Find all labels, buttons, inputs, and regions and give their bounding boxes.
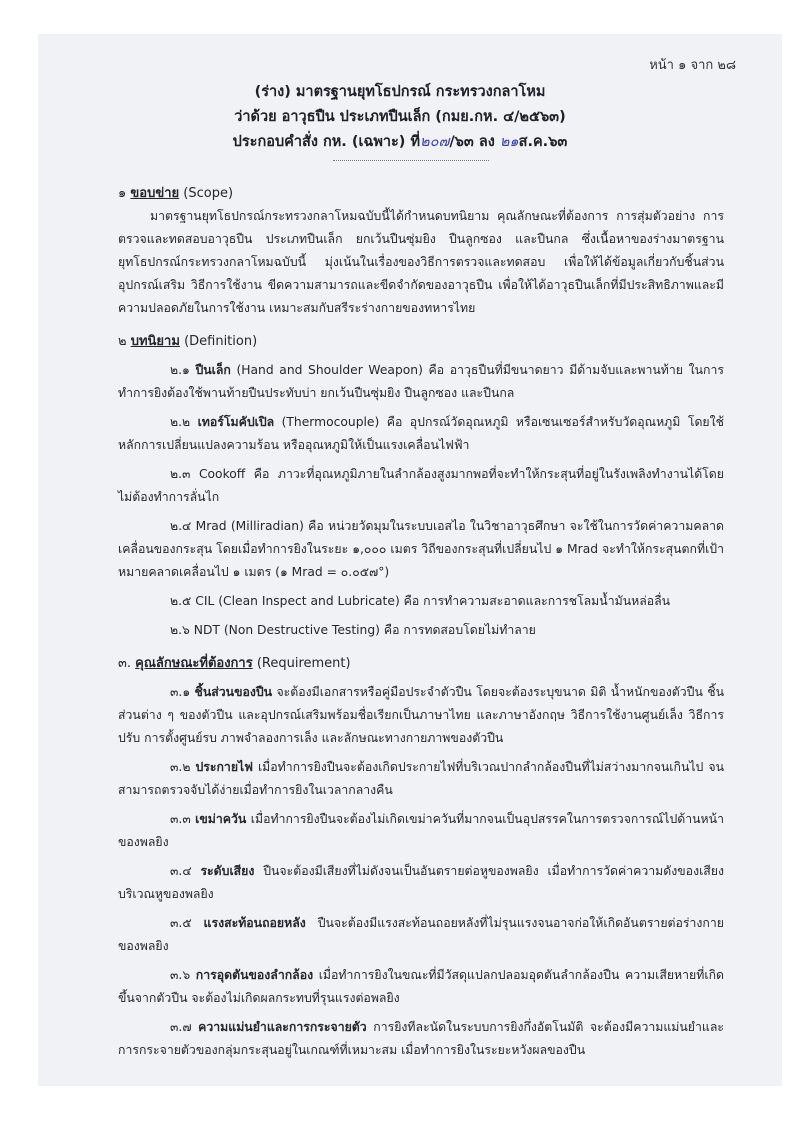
item-text: Cookoff คือ ภาวะที่อุณหภูมิภายในลำกล้องสูงมากพอที่จะทำให้กระสุนที่อยู่ในรังเพลิงทำงานได้โดยไม่ต้องทำการลั่นไก <box>118 467 724 504</box>
handwritten-order-number: ๒๐๗ <box>420 134 450 150</box>
definition-item <box>118 515 724 584</box>
order-prefix: ประกอบคำสั่ง กห. (เฉพาะ) ที่ <box>232 134 421 150</box>
item-term: แรงสะท้อนถอยหลัง <box>203 916 306 930</box>
item-number: ๓.๗ <box>170 1020 192 1034</box>
item-text: (Thermocouple) คือ อุปกรณ์วัดอุณหภูมิ หรือเซนเซอร์สำหรับวัดอุณหภูมิ โดยใช้หลักการเปลี่ยนแปลงความร้อน หรืออุณหภูมิให้เป็นแรงเคลื่อนไฟฟ้า <box>118 415 724 452</box>
item-number: ๓.๕ <box>170 916 192 930</box>
item-term: ชิ้นส่วนของปืน <box>194 685 273 699</box>
requirement-item <box>118 912 724 958</box>
item-term: ความแม่นยำและการกระจายตัว <box>198 1020 367 1034</box>
item-term: ระดับเสียง <box>200 864 255 878</box>
item-number: ๒.๖ <box>170 623 190 637</box>
item-number: ๓.๓ <box>170 812 191 826</box>
section-scope-heading <box>118 182 724 205</box>
requirement-item <box>118 808 724 854</box>
item-text: เมื่อทำการยิงปืนจะต้องไม่เกิดเขม่าควันที่มากจนเป็นอุปสรรคในการตรวจการณ์ไปด้านหน้าของพลยิง <box>118 812 724 849</box>
order-mid: /๖๓ ลง <box>449 134 495 150</box>
header-divider <box>333 160 489 161</box>
header-title: (ร่าง) มาตรฐานยุทโธปกรณ์ กระทรวงกลาโหม <box>254 84 546 100</box>
item-term: เทอร์โมคัปเปิล <box>197 415 275 429</box>
item-number: ๓.๔ <box>170 864 192 878</box>
scope-paragraph: มาตรฐานยุทโธปกรณ์กระทรวงกลาโหมฉบับนี้ได้กำหนดบทนิยาม คุณลักษณะที่ต้องการ การสุ่มตัวอย่าง การตรวจและทดสอบอาวุธปืน ประเภทปืนเล็ก ยกเว้นปืนซุ่มยิง ปืนลูกซอง และปืนกล ซึ่งเนื้อหาของร่างมาตรฐานยุทโธปกรณ์กระทรวงกลาโหมฉบับนี้ มุ่งเน้นในเรื่องของวิธีการตรวจและทดสอบ เพื่อให้ได้ข้อมูลเกี่ยวกับชิ้นส่วน อุปกรณ์เสริม วิธีการใช้งาน ขีดความสามารถและขีดจำกัดของอาวุธปืน เพื่อให้ได้อาวุธปืนเล็กที่มีประสิทธิภาพและมีความปลอดภัยในการใช้งาน เหมาะสมกับสรีระร่างกายของทหารไทย <box>118 209 724 315</box>
page-number: หน้า ๑ จาก ๒๘ <box>649 58 736 73</box>
section-number: ๑ <box>118 186 127 201</box>
item-number: ๒.๓ <box>170 467 191 481</box>
definition-item <box>118 359 724 405</box>
definition-item <box>118 590 724 613</box>
item-number: ๒.๕ <box>170 594 192 608</box>
document-header <box>0 80 800 155</box>
section-title-en: (Requirement) <box>256 656 351 671</box>
order-suffix: ส.ค.๖๓ <box>518 134 568 150</box>
section-title-en: (Scope) <box>183 186 234 201</box>
definition-item <box>118 411 724 457</box>
item-term: เขม่าควัน <box>195 812 247 826</box>
requirement-item <box>118 756 724 802</box>
item-text: ปืนจะต้องมีเสียงที่ไม่ดังจนเป็นอันตรายต่อหูของพลยิง เมื่อทำการวัดค่าความดังของเสียงบริเวณหูของพลยิง <box>118 864 724 901</box>
item-text: CIL (Clean Inspect and Lubricate) คือ การทำความสะอาดและการชโลมน้ำมันหล่อลื่น <box>195 594 671 608</box>
requirement-item <box>118 860 724 906</box>
section-title-en: (Definition) <box>184 334 258 349</box>
header-order-line <box>0 130 800 155</box>
requirement-item <box>118 1016 724 1062</box>
requirement-item <box>118 681 724 750</box>
item-number: ๒.๑ <box>170 363 190 377</box>
section-number: ๓. <box>118 656 132 671</box>
item-text: จะต้องมีเอกสารหรือคู่มือประจำตัวปืน โดยจะต้องระบุขนาด มิติ น้ำหนักของตัวปืน ชิ้นส่วนต่าง ๆ ของตัวปืน และอุปกรณ์เสริมพร้อมชื่อเรียกเป็นภาษาไทย และภาษาอังกฤษ วิธีการใช้งานศูนย์เล็ง วิธีการปรับ การตั้งศูนย์รบ ภาพจำลองการเล็ง และลักษณะทางกายภาพของตัวปืน <box>118 685 724 745</box>
requirement-item <box>118 964 724 1010</box>
item-text: การยิงทีละนัดในระบบการยิงกึ่งอัตโนมัติ จะต้องมีความแม่นยำและการกระจายตัวของกลุ่มกระสุนอยู่ในเกณฑ์ที่เหมาะสม เมื่อทำการยิงในระยะหวังผลของปืน <box>118 1020 724 1057</box>
requirement-list <box>118 681 724 1062</box>
section-definition-heading <box>118 330 724 353</box>
item-text: Mrad (Milliradian) คือ หน่วยวัดมุมในระบบเอสไอ ในวิชาอาวุธศึกษา จะใช้ในการวัดค่าความคลาดเคลื่อนของกระสุน โดยเมื่อทำการยิงในระยะ ๑,๐๐๐ เมตร วิถีของกระสุนที่เปลี่ยนไป ๑ Mrad จะทำให้กระสุนตกที่เป้าหมายคลาดเคลื่อนไป ๑ เมตร (๑ Mrad = ๐.๐๕๗°) <box>118 519 724 579</box>
item-text: ปืนจะต้องมีแรงสะท้อนถอยหลังที่ไม่รุนแรงจนอาจก่อให้เกิดอันตรายต่อร่างกายของพลยิง <box>118 916 724 953</box>
item-number: ๓.๑ <box>170 685 191 699</box>
handwritten-day: ๒๑ <box>499 134 519 150</box>
section-title: บทนิยาม <box>130 334 180 349</box>
section-requirement-heading <box>118 652 724 675</box>
definition-list <box>118 359 724 642</box>
item-term: ปืนเล็ก <box>195 363 231 377</box>
section-number: ๒ <box>118 334 127 349</box>
item-number: ๒.๔ <box>170 519 192 533</box>
item-text: เมื่อทำการยิงในขณะที่มีวัสดุแปลกปลอมอุดตันลำกล้องปืน ความเสียหายที่เกิดขึ้นจากตัวปืน จะต้องไม่เกิดผลกระทบที่รุนแรงต่อพลยิง <box>118 968 724 1005</box>
document-body <box>118 174 724 1062</box>
item-term: ประกายไฟ <box>195 760 253 774</box>
definition-item <box>118 619 724 642</box>
section-title: คุณลักษณะที่ต้องการ <box>135 656 253 671</box>
header-subtitle: ว่าด้วย อาวุธปืน ประเภทปืนเล็ก (กมย.กห. ๔/๒๕๖๓) <box>234 109 566 125</box>
item-number: ๓.๒ <box>170 760 191 774</box>
item-text: เมื่อทำการยิงปืนจะต้องเกิดประกายไฟที่บริเวณปากลำกล้องปืนที่ไม่สว่างมากจนเกินไป จนสามารถตรวจจับได้ง่ายเมื่อทำการยิงในเวลากลางคืน <box>118 760 724 797</box>
item-number: ๓.๖ <box>170 968 191 982</box>
section-title: ขอบข่าย <box>130 186 180 201</box>
item-number: ๒.๒ <box>170 415 191 429</box>
definition-item <box>118 463 724 509</box>
item-term: การอุดตันของลำกล้อง <box>195 968 314 982</box>
item-text: NDT (Non Destructive Testing) คือ การทดสอบโดยไม่ทำลาย <box>193 623 536 637</box>
item-text: (Hand and Shoulder Weapon) คือ อาวุธปืนที่มีขนาดยาว มีด้ามจับและพานท้าย ในการทำการยิงต้องใช้พานท้ายปืนประทับบ่า ยกเว้นปืนซุ่มยิง ปืนลูกซอง และปืนกล <box>118 363 724 400</box>
